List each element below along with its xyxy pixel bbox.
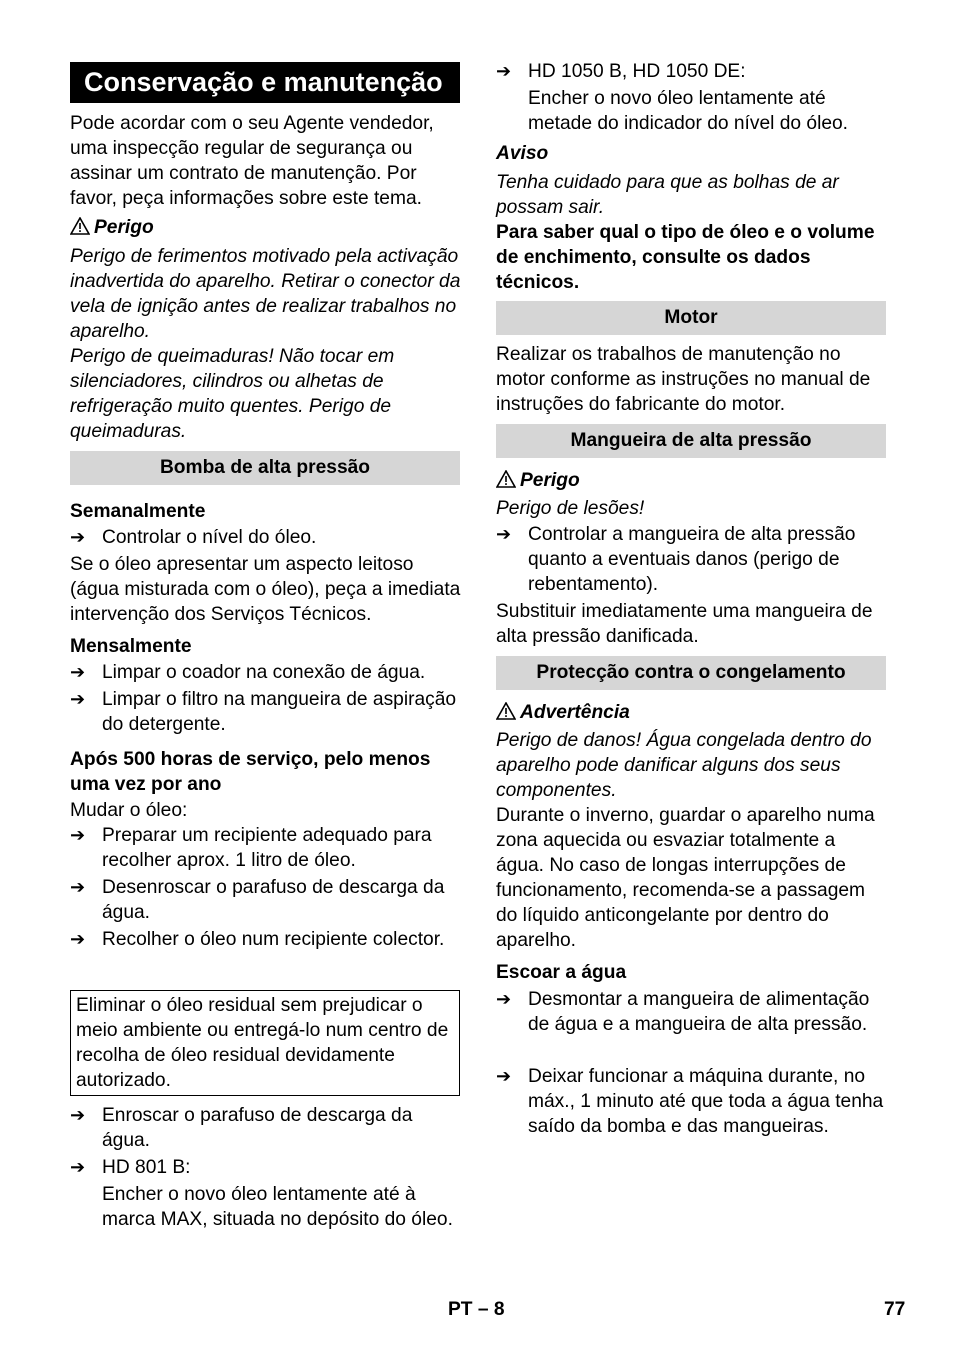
danger-notice — [496, 468, 580, 493]
arrow-right-icon: ➔ — [70, 662, 86, 682]
danger-text-burns: Perigo de queimaduras! Não tocar em silenciadores, cilindros ou alhetas de refrigeração muito quentes. Perigo de queimaduras. — [70, 346, 395, 442]
change-oil-label: Mudar o óleo: — [70, 800, 188, 821]
section-heading-hose: Mangueira de alta pressão — [496, 424, 886, 458]
footer-section-label: PT – 8 — [448, 1299, 505, 1320]
hd801-instruction: Encher o novo óleo lentamente até à marca MAX, situada no depósito do óleo. — [102, 1184, 453, 1230]
danger-label: Perigo — [520, 470, 580, 491]
arrow-right-icon: ➔ — [70, 877, 86, 897]
subheading-500-hours: Após 500 horas de serviço, pelo menos uma vez por ano — [70, 749, 431, 795]
list-item: ➔ Controlar o nível do óleo. — [70, 527, 317, 548]
hd1050-instruction: Encher o novo óleo lentamente até metade do indicador do nível do óleo. — [528, 88, 849, 134]
environment-notice-box: Eliminar o óleo residual sem prejudicar o meio ambiente ou entregá-lo num centro de recolha de óleo residual devidamente autorizado. — [70, 990, 460, 1096]
warning-triangle-icon — [496, 702, 516, 720]
section-heading-pump: Bomba de alta pressão — [70, 451, 460, 485]
arrow-right-icon: ➔ — [70, 825, 86, 845]
list-item: ➔ HD 801 B: — [70, 1157, 191, 1178]
arrow-right-icon: ➔ — [70, 929, 86, 949]
arrow-right-icon: ➔ — [70, 1157, 86, 1177]
danger-label: Perigo — [94, 217, 154, 238]
notice-label: Aviso — [496, 143, 549, 164]
arrow-right-icon: ➔ — [496, 61, 512, 81]
list-item: ➔ Limpar o coador na conexão de água. — [70, 662, 426, 683]
list-item: ➔ Enroscar o parafuso de descarga da água. — [70, 1105, 413, 1151]
arrow-right-icon: ➔ — [496, 989, 512, 1009]
danger-text-injury: Perigo de ferimentos motivado pela activação inadvertida do aparelho. Retirar o conector da vela de ignição antes de realizar trabalhos no aparelho. — [70, 246, 461, 342]
arrow-right-icon: ➔ — [496, 1066, 512, 1086]
page-title-bar — [70, 62, 460, 103]
arrow-right-icon: ➔ — [70, 689, 86, 709]
arrow-right-icon: ➔ — [496, 524, 512, 544]
warning-label: Advertência — [520, 702, 630, 723]
warning-notice — [496, 700, 630, 725]
section-heading-motor: Motor — [496, 301, 886, 335]
list-item: ➔ Preparar um recipiente adequado para recolher aprox. 1 litro de óleo. — [70, 825, 432, 871]
subheading-weekly: Semanalmente — [70, 501, 206, 522]
danger-notice — [70, 215, 154, 240]
list-item: ➔ Desenroscar o parafuso de descarga da água. — [70, 877, 445, 923]
arrow-right-icon: ➔ — [70, 1105, 86, 1125]
subheading-drain-water: Escoar a água — [496, 962, 627, 983]
oil-type-note: Para saber qual o tipo de óleo e o volume de enchimento, consulte os dados técnicos. — [496, 222, 875, 293]
hose-text: Substituir imediatamente uma mangueira de alta pressão danificada. — [496, 601, 873, 647]
frost-text: Durante o inverno, guardar o aparelho numa zona aquecida ou esvaziar totalmente a água. No caso de longas interrupções de funcionamento, recomenda-se a passagem do líquido anticongelante por dentro do aparelho. — [496, 805, 875, 951]
subheading-monthly: Mensalmente — [70, 636, 192, 657]
hose-danger-text: Perigo de lesões! — [496, 498, 645, 519]
list-item: ➔ Desmontar a mangueira de alimentação de água e a mangueira de alta pressão. — [496, 989, 870, 1035]
page-number: 77 — [884, 1299, 906, 1320]
weekly-note: Se o óleo apresentar um aspecto leitoso (água misturada com o óleo), peça a imediata intervenção dos Serviços Técnicos. — [70, 554, 461, 625]
page-title: Conservação e manutenção — [84, 67, 443, 97]
list-item: ➔ Limpar o filtro na mangueira de aspiração do detergente. — [70, 689, 457, 735]
list-item: ➔ Deixar funcionar a máquina durante, no máx., 1 minuto até que toda a água tenha saído da bomba e das mangueiras. — [496, 1066, 884, 1137]
warning-triangle-icon — [496, 470, 516, 488]
intro-paragraph: Pode acordar com o seu Agente vendedor, uma inspecção regular de segurança ou assinar um contrato de manutenção. Por favor, peça informações sobre este tema. — [70, 113, 434, 209]
list-item: ➔ Controlar a mangueira de alta pressão quanto a eventuais danos (perigo de rebentamento). — [496, 524, 856, 595]
motor-text: Realizar os trabalhos de manutenção no motor conforme as instruções no manual de instruções do fabricante do motor. — [496, 344, 871, 415]
arrow-right-icon: ➔ — [70, 527, 86, 547]
frost-warning-text: Perigo de danos! Água congelada dentro do aparelho pode danificar alguns dos seus componentes. — [496, 730, 872, 801]
warning-triangle-icon — [70, 217, 90, 235]
list-item: ➔ HD 1050 B, HD 1050 DE: — [496, 61, 746, 82]
list-item: ➔ Recolher o óleo num recipiente colector. — [70, 929, 445, 950]
notice-text: Tenha cuidado para que as bolhas de ar possam sair. — [496, 172, 839, 218]
section-heading-frost: Protecção contra o congelamento — [496, 656, 886, 690]
